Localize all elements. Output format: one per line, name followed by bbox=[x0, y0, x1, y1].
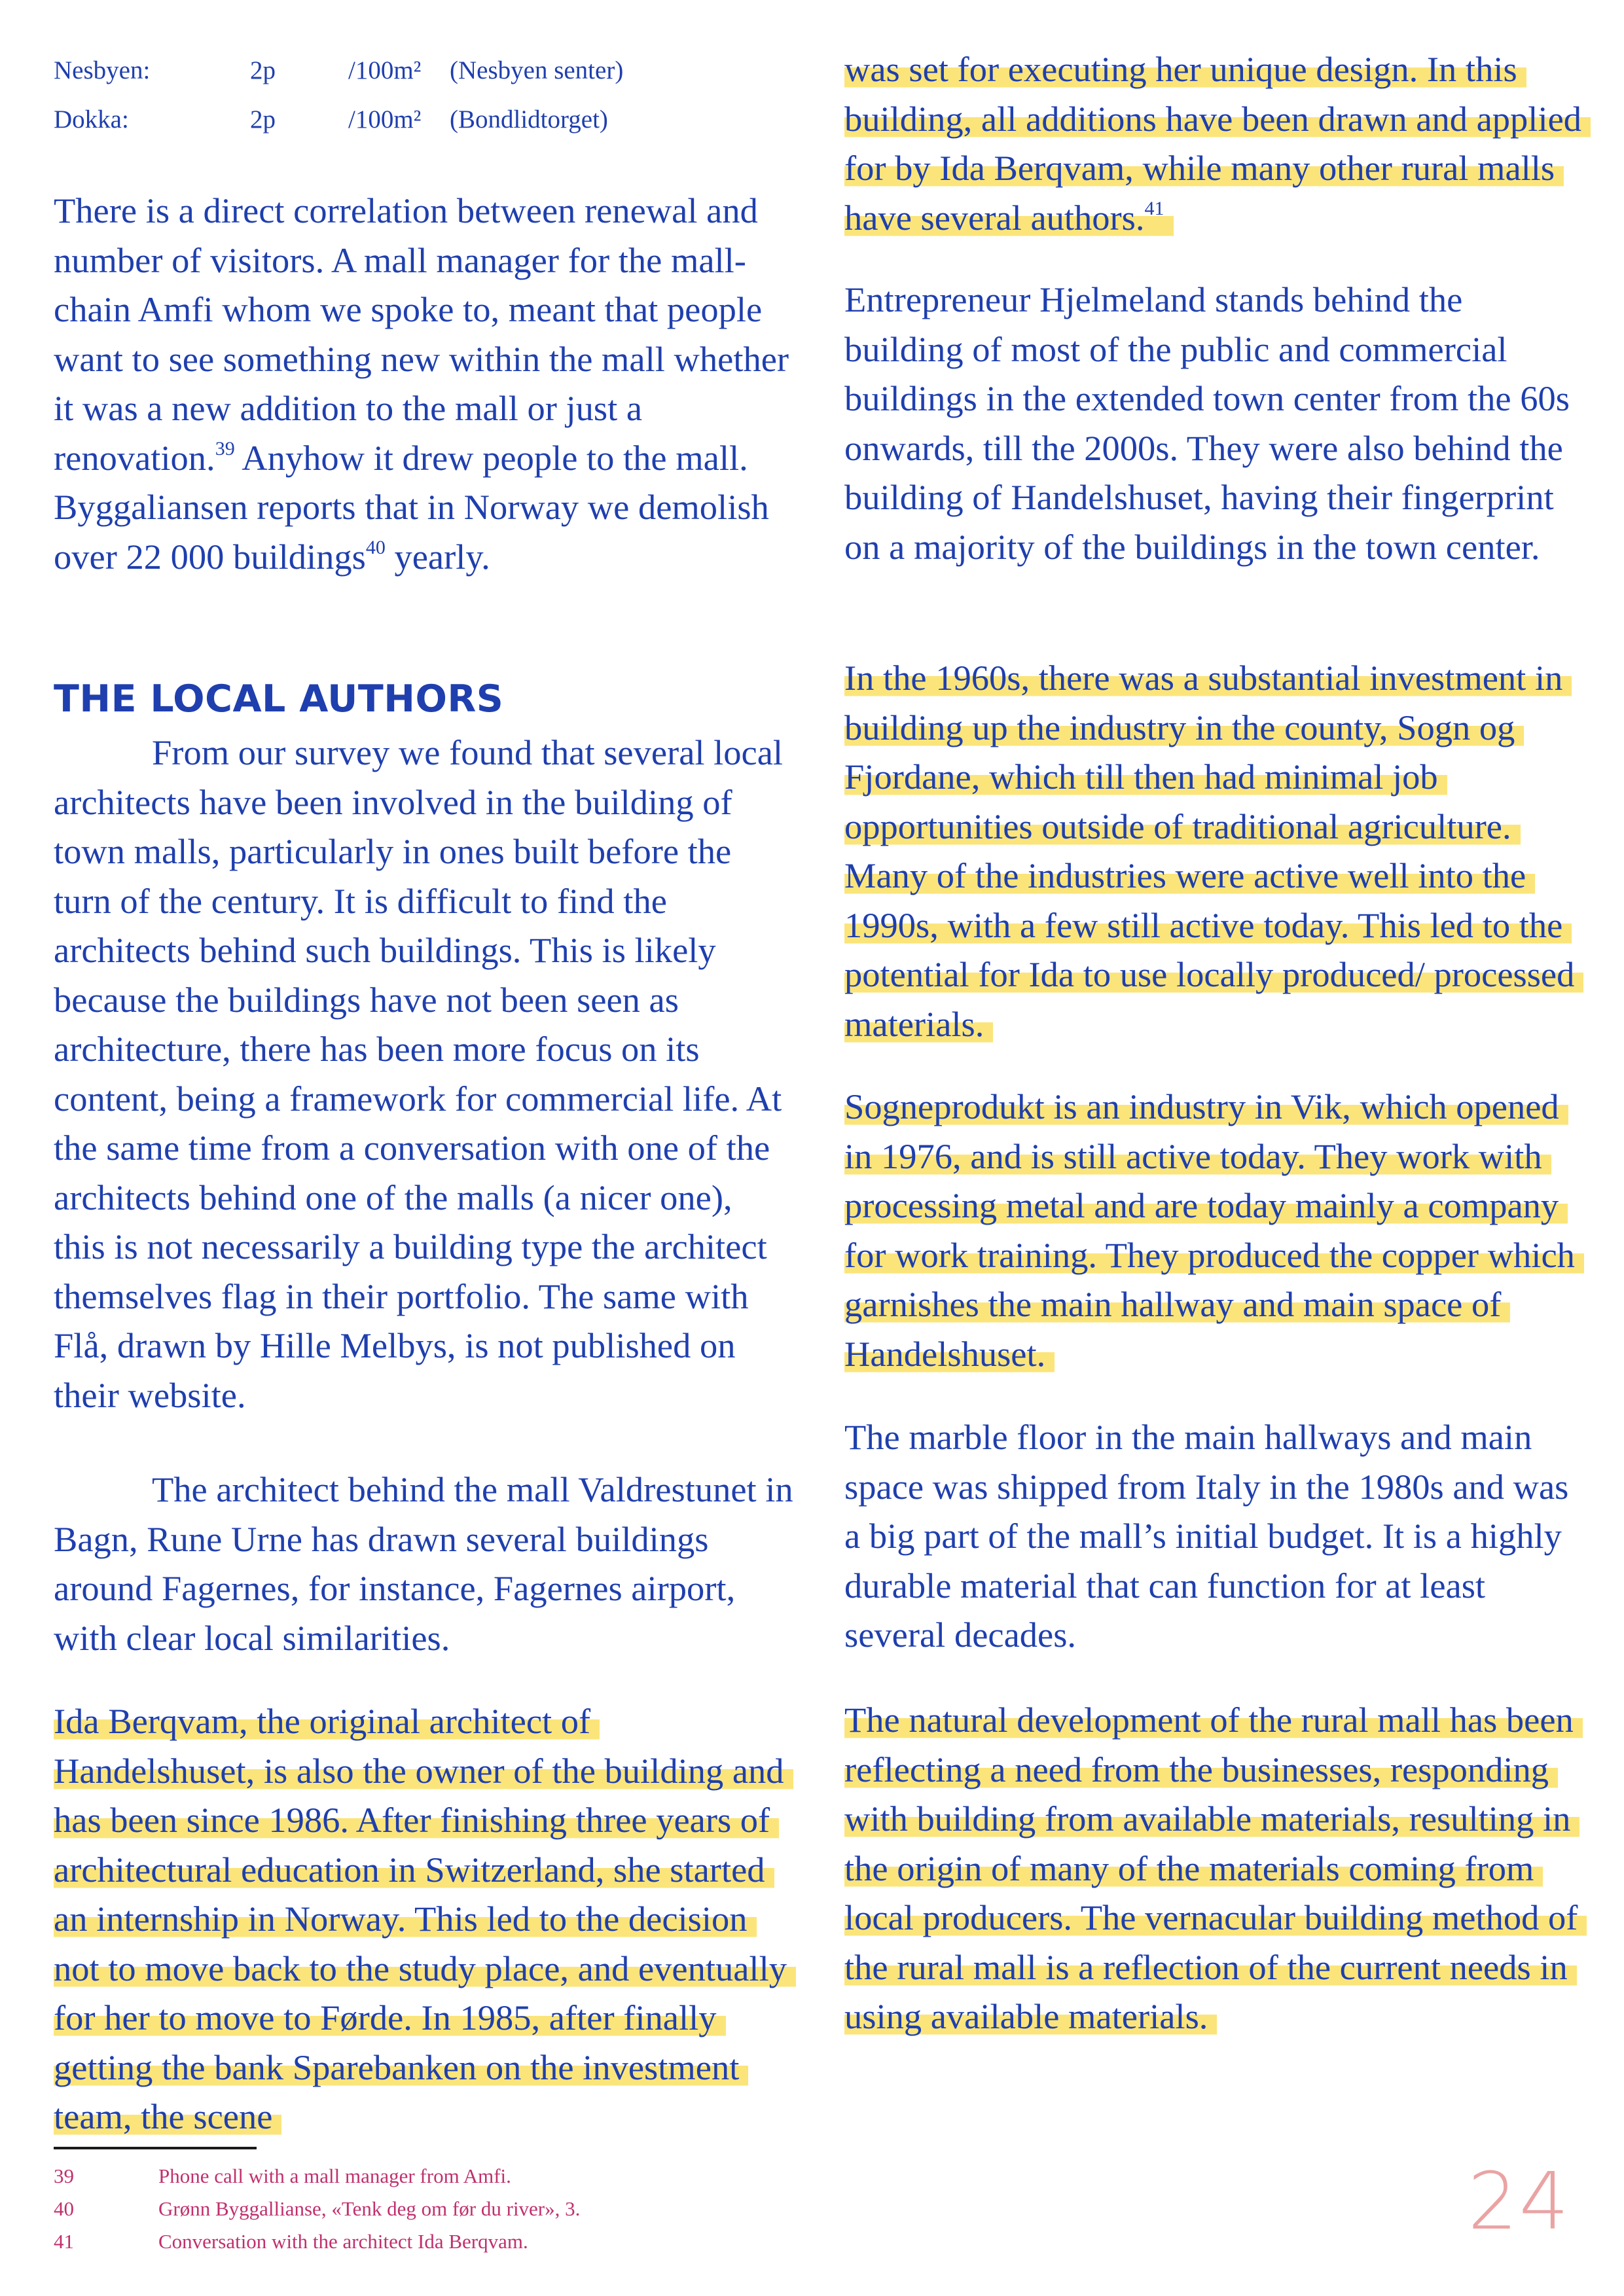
footnote-ref: 41 bbox=[1144, 198, 1164, 220]
footnote-divider bbox=[54, 2147, 257, 2149]
parking-town: Dokka: bbox=[54, 105, 129, 134]
paragraph-natural-development bbox=[844, 1695, 1584, 2041]
paragraph-text: Byggaliansen reports that in Norway we demolish over 22 000 buildings bbox=[54, 487, 769, 577]
paragraph-renewal bbox=[54, 186, 793, 581]
footnote-text: Conversation with the architect Ida Berqvam. bbox=[158, 2230, 528, 2253]
highlighted-text: The natural development of the rural mall has been reflecting a need from the businesses, responding with building from available materials, resulting in the origin of many of the materials coming from local producers. The vernacular building method of the rural mall is a reflection of the current needs in using available materials. bbox=[844, 1700, 1587, 2036]
paragraph-valdrestunet: The architect behind the mall Valdrestunet in Bagn, Rune Urne has drawn several buildings around Fagernes, for instance, Fagernes airport, with clear local similarities. bbox=[54, 1469, 793, 1658]
paragraph-text: was set for executing her unique design. In this building, all additions have been drawn and applied for by Ida Berqvam, while many other rural malls have several authors. bbox=[844, 49, 1582, 238]
parking-area: /100m² bbox=[348, 105, 422, 134]
paragraph-text: There is a direct correlation between renewal and number of visitors. A mall manager for the mall-chain Amfi whom we spoke to, meant that people want to see something new within the mall whether it was a new addition to the mall or just a renovation. bbox=[54, 190, 789, 478]
parking-qty: 2p bbox=[250, 56, 276, 84]
paragraph-design bbox=[844, 45, 1584, 242]
paragraph-ida-berqvam bbox=[54, 1696, 793, 2142]
parking-location: (Nesbyen senter) bbox=[450, 56, 624, 84]
parking-town: Nesbyen: bbox=[54, 56, 151, 84]
page-number: 24 bbox=[1468, 2157, 1570, 2248]
paragraph-sogneprodukt bbox=[844, 1082, 1584, 1378]
paragraph-hjelmeland: Entrepreneur Hjelmeland stands behind the building of most of the public and commercial buildings in the extended town center from the 60s onwards, till the 2000s. They were also behind the building of Handelshuset, having their fingerprint on a majority of the buildings in the town center. bbox=[844, 279, 1570, 567]
paragraph-text: yearly. bbox=[385, 536, 490, 577]
footnote-text: Grønn Byggallianse, «Tenk deg om før du river», 3. bbox=[158, 2197, 581, 2220]
parking-location: (Bondlidtorget) bbox=[450, 105, 608, 134]
footnote-text: Phone call with a mall manager from Amfi. bbox=[158, 2164, 511, 2187]
section-heading: THE LOCAL AUTHORS bbox=[54, 677, 504, 721]
paragraph-industry bbox=[844, 653, 1584, 1049]
highlighted-text: Sogneprodukt is an industry in Vik, which opened in 1976, and is still active today. They work with processing metal and are today mainly a company for work training. They produced the copper which garnishes the main hallway and main space of Handelshuset. bbox=[844, 1086, 1584, 1374]
parking-area: /100m² bbox=[348, 56, 422, 84]
highlighted-text bbox=[844, 49, 1591, 238]
paragraph-survey: From our survey we found that several local architects have been involved in the building of town malls, particularly in ones built before the turn of the century. It is difficult to find the architects behind such buildings. This is likely because the buildings have not been seen as architecture, there has been more focus on its content, being a framework for commercial life. At the same time from a conversation with one of the architects behind one of the malls (a nicer one), this is not necessarily a building type the architect themselves flag in their portfolio. The same with Flå, drawn by Hille Melbys, is not published on their website. bbox=[54, 732, 784, 1415]
footnote-ref: 40 bbox=[365, 537, 386, 559]
highlighted-text: In the 1960s, there was a substantial investment in building up the industry in the county, Sogn og Fjordane, which till then had minimal job opportunities outside of traditional agriculture. Many of the industries were active well into the 1990s, with a few still active today. This led to the potential for Ida to use locally produced/ processed materials. bbox=[844, 658, 1583, 1044]
paragraph-marble: The marble floor in the main hallways and main space was shipped from Italy in the 1980s and was a big part of the mall’s initial budget. It is a highly durable material that can function for at least several decades. bbox=[844, 1417, 1569, 1655]
highlighted-text: Ida Berqvam, the original architect of Handelshuset, is also the owner of the building and has been since 1986. After finishing three years of architectural education in Switzerland, she started an internship in Norway. This led to the decision not to move back to the study place, and eventually for her to move to Førde. In 1985, after finally getting the bank Sparebanken on the investment team, the scene bbox=[54, 1701, 796, 2136]
footnote-number: 39 bbox=[54, 2164, 74, 2187]
parking-qty: 2p bbox=[250, 105, 276, 134]
footnote-number: 40 bbox=[54, 2197, 74, 2220]
footnote-ref: 39 bbox=[215, 438, 235, 460]
footnote-number: 41 bbox=[54, 2230, 74, 2253]
paragraph-text: Anyhow it drew people to the mall. bbox=[234, 437, 748, 478]
